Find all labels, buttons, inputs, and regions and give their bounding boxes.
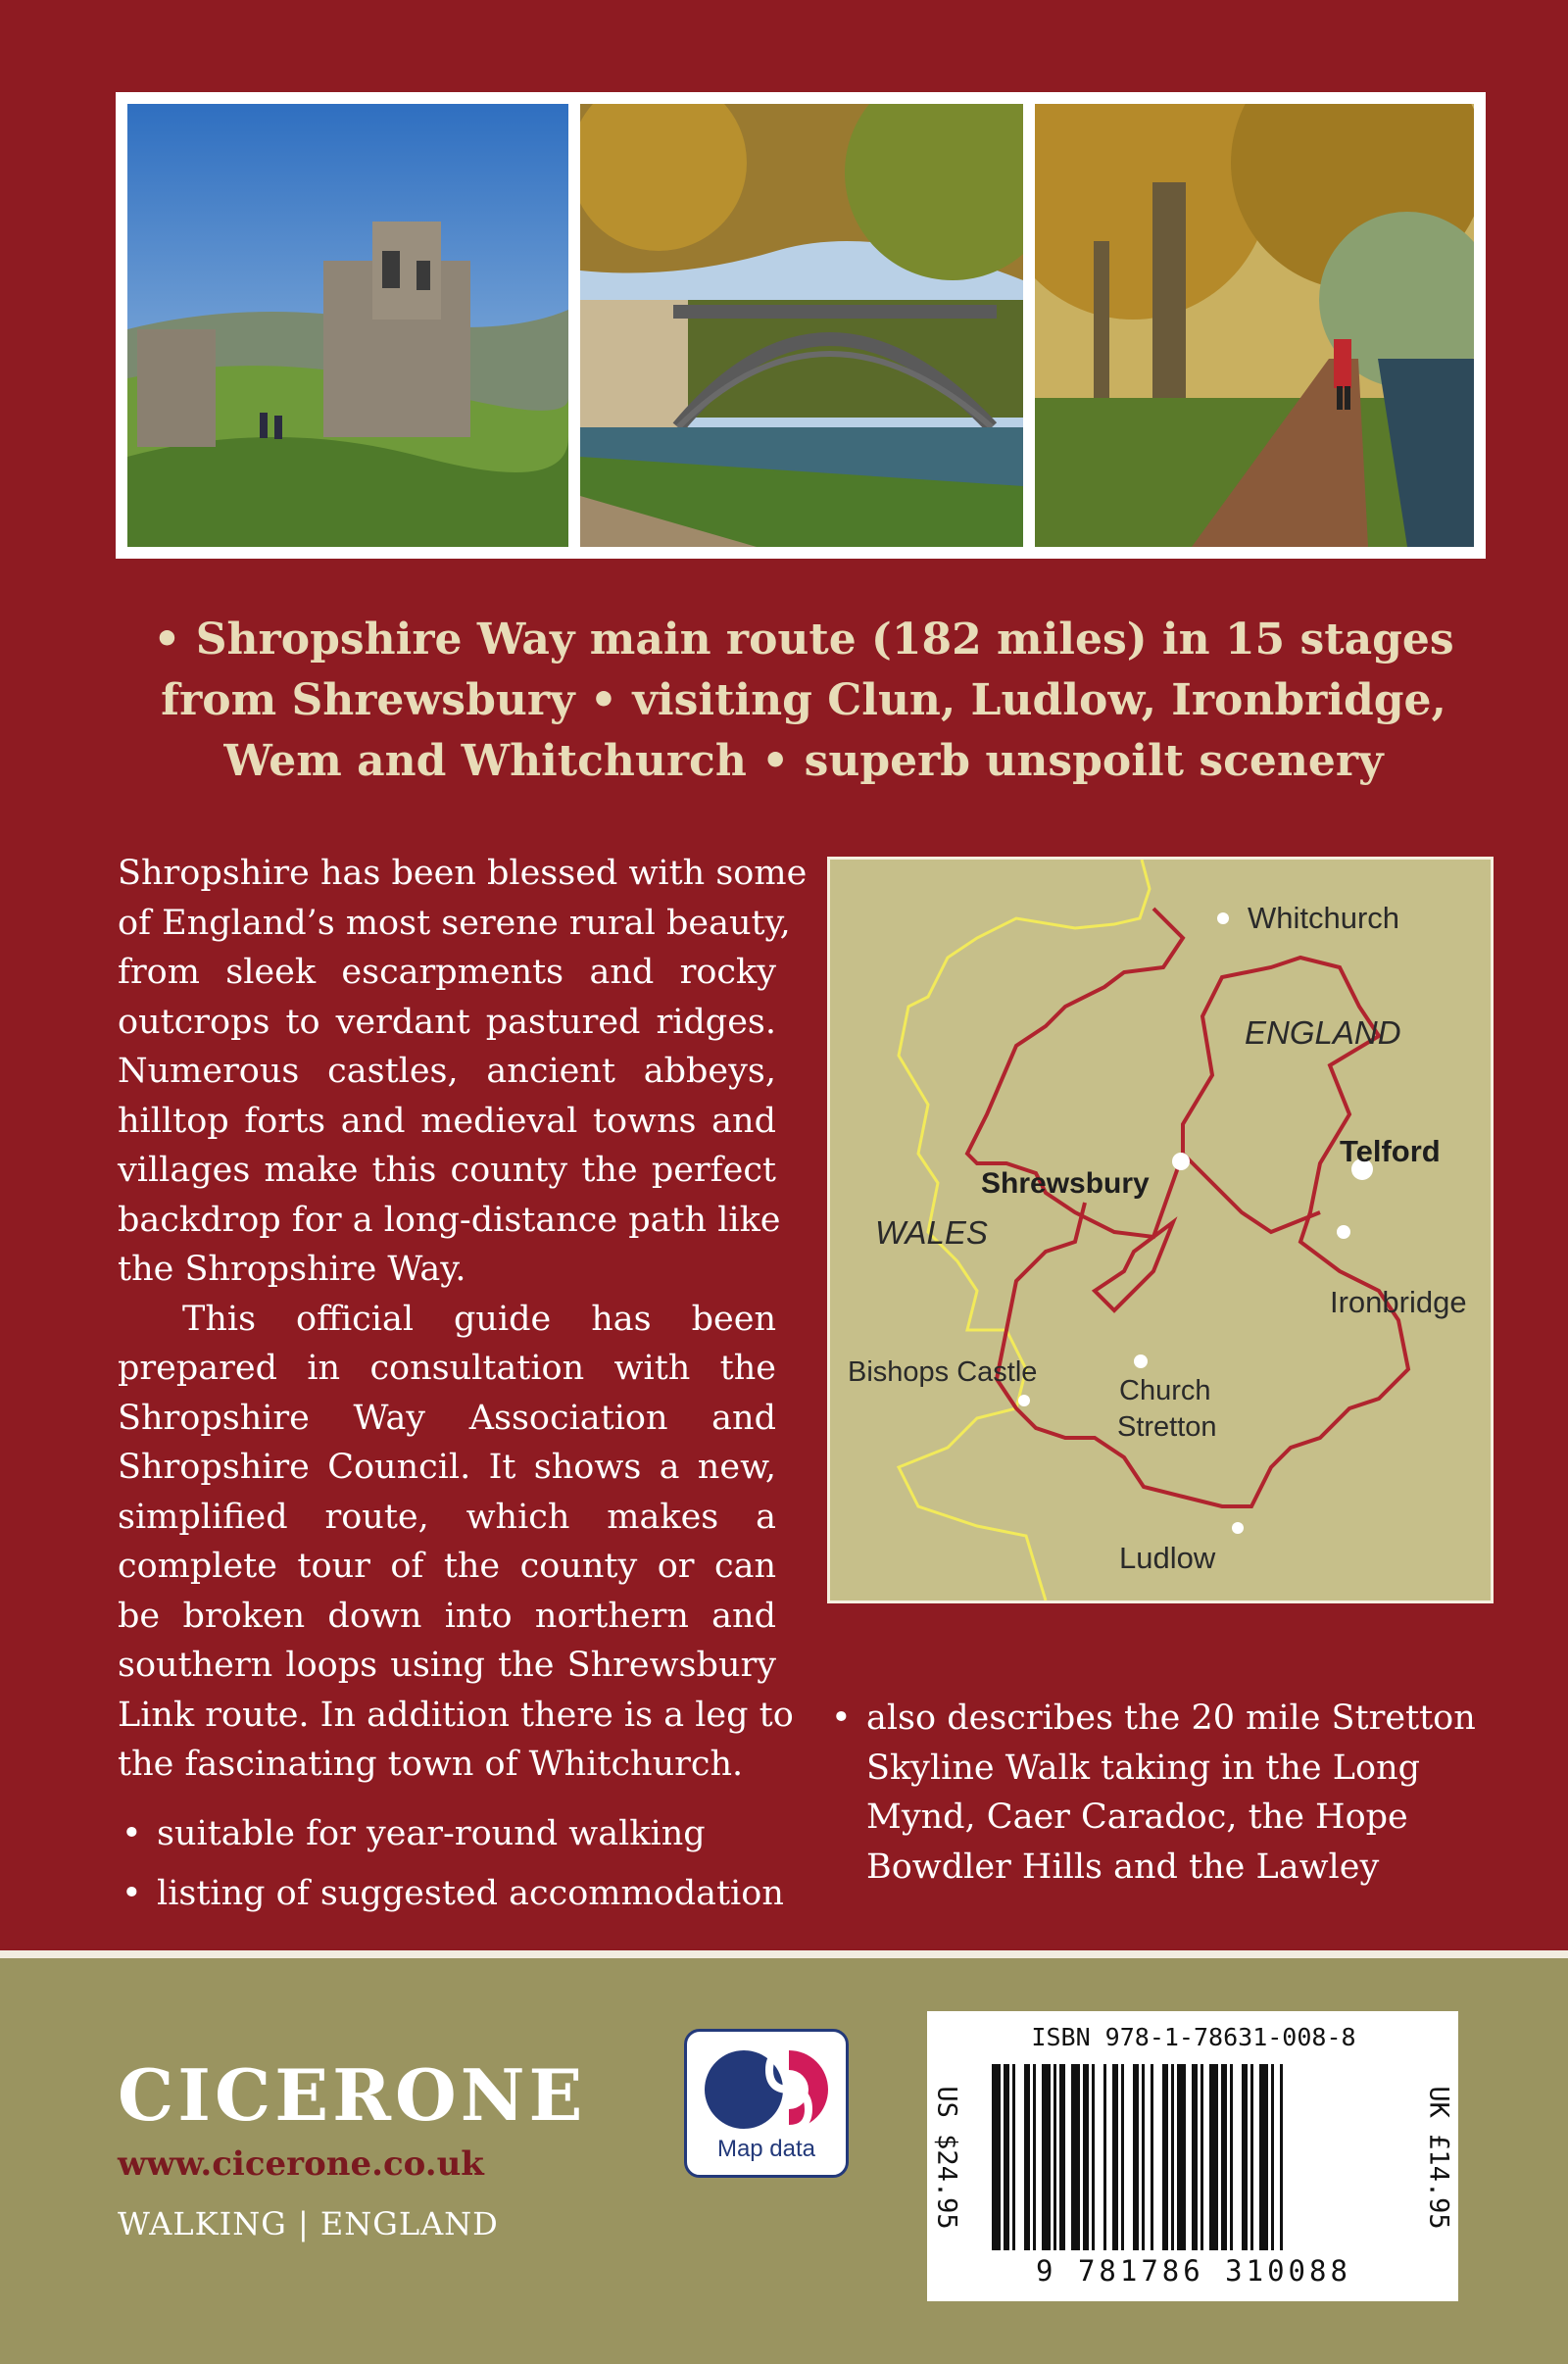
- telford-label: Telford: [1340, 1134, 1441, 1168]
- bishops-castle-label: Bishops Castle: [848, 1356, 1038, 1388]
- iron-bridge-photo: [580, 104, 1023, 547]
- route-map: [827, 857, 1494, 1603]
- barcode-bar: [1103, 2064, 1106, 2250]
- barcode-bar: [1121, 2064, 1124, 2250]
- feature-bullet-continuation: Mynd, Caer Caradoc, the Hope: [866, 1798, 1408, 1837]
- description: [118, 849, 808, 1790]
- barcode-bar: [1024, 2064, 1030, 2250]
- ludlow-label: Ludlow: [1119, 1541, 1216, 1575]
- barcode-bar: [1192, 2064, 1198, 2250]
- barcode-bar: [1142, 2064, 1145, 2250]
- os-logo-icon: [705, 2045, 828, 2134]
- description-line: Shropshire has been blessed with some: [118, 854, 808, 893]
- barcode-bar: [1012, 2064, 1015, 2250]
- description-line: Shropshire Council. It shows a new,: [118, 1448, 776, 1487]
- description-line: Shropshire Way Association and: [118, 1398, 776, 1438]
- barcode-bar: [1133, 2064, 1139, 2250]
- tagline: [118, 610, 1490, 792]
- tagline-line: from Shrewsbury • visiting Clun, Ludlow, Ironbridge,: [161, 675, 1446, 725]
- whitchurch-marker: [1217, 912, 1229, 924]
- barcode-bar: [1042, 2064, 1051, 2250]
- isbn-text: ISBN 978-1-78631-008-8: [1031, 2023, 1356, 2051]
- shrewsbury-link: [1183, 1154, 1320, 1232]
- barcode-bar: [992, 2064, 1001, 2250]
- feature-bullet-continuation: Bowdler Hills and the Lawley: [866, 1847, 1380, 1887]
- feature-list-left: [118, 1809, 784, 1918]
- ironbridge-marker: [1337, 1225, 1350, 1239]
- barcode-bar: [1071, 2064, 1080, 2250]
- description-line: southern loops using the Shrewsbury: [118, 1646, 776, 1685]
- category-label: WALKING | ENGLAND: [118, 2205, 499, 2242]
- barcode-bar: [1230, 2064, 1233, 2250]
- feature-bullet: • also describes the 20 mile Stretton: [827, 1694, 1476, 1744]
- barcode-bar: [1200, 2064, 1203, 2250]
- whitchurch-label: Whitchurch: [1248, 901, 1400, 935]
- barcode-bar: [1271, 2064, 1274, 2250]
- barcode-bar: [1221, 2064, 1227, 2250]
- church-stretton-marker: [1134, 1354, 1148, 1368]
- shrewsbury-label: Shrewsbury: [981, 1167, 1150, 1200]
- barcode-bar: [1162, 2064, 1168, 2250]
- barcode-bar: [1171, 2064, 1174, 2250]
- barcode-bar: [1259, 2064, 1268, 2250]
- feature-bullet: • suitable for year-round walking: [118, 1809, 784, 1859]
- description-line: This official guide has been: [182, 1299, 776, 1339]
- castle-ruin-photo: [127, 104, 568, 547]
- publisher-url[interactable]: www.cicerone.co.uk: [118, 2144, 484, 2184]
- barcode-bar: [1033, 2064, 1036, 2250]
- shrewsbury-marker: [1172, 1153, 1190, 1170]
- publisher-block: [118, 2053, 587, 2242]
- description-line: be broken down into northern and: [118, 1596, 776, 1636]
- description-line: prepared in consultation with the: [118, 1349, 776, 1388]
- barcode-bar: [1054, 2064, 1056, 2250]
- barcode-bar: [1059, 2064, 1065, 2250]
- cicerone-logo: CICERONE: [118, 2053, 587, 2137]
- barcode-bar: [1083, 2064, 1089, 2250]
- bishops-castle-marker: [1018, 1395, 1030, 1406]
- feature-bullet-continuation: Skyline Walk taking in the Long: [866, 1748, 1421, 1788]
- church-label: Church: [1119, 1375, 1211, 1406]
- barcode-box: [927, 2011, 1458, 2301]
- barcode-bar: [1209, 2064, 1218, 2250]
- band-divider: [0, 1950, 1568, 1958]
- description-line: hilltop forts and medieval towns and: [118, 1101, 776, 1141]
- barcode-bar: [1092, 2064, 1095, 2250]
- os-badge-label: Map data: [716, 2136, 816, 2162]
- barcode-bar: [1112, 2064, 1118, 2250]
- description-line: backdrop for a long-distance path like: [118, 1200, 781, 1240]
- description-line: villages make this county the perfect: [118, 1151, 776, 1190]
- wales-label: WALES: [875, 1214, 988, 1251]
- description-line: outcrops to verdant pastured ridges.: [118, 1002, 776, 1042]
- ludlow-marker: [1232, 1522, 1244, 1534]
- tagline-line: • Shropshire Way main route (182 miles) in 15 stages: [153, 615, 1454, 665]
- barcode-bar: [1004, 2064, 1009, 2250]
- price-uk: UK £14.95: [1423, 2086, 1454, 2230]
- description-line: Numerous castles, ancient abbeys,: [118, 1052, 776, 1091]
- stretton-label: Stretton: [1117, 1411, 1217, 1443]
- barcode-bar: [1177, 2064, 1186, 2250]
- os-map-data-badge: [684, 2029, 849, 2178]
- description-line: Link route. In addition there is a leg to: [118, 1695, 794, 1735]
- description-line: of England’s most serene rural beauty,: [118, 903, 791, 943]
- tagline-line: Wem and Whitchurch • superb unspoilt scenery: [223, 736, 1384, 786]
- barcode-bar: [1242, 2064, 1248, 2250]
- description-line: the Shropshire Way.: [118, 1250, 466, 1289]
- feature-bullet: • listing of suggested accommodation: [118, 1869, 784, 1919]
- feature-list-right: [827, 1694, 1476, 1892]
- ironbridge-label: Ironbridge: [1330, 1285, 1467, 1319]
- photo-strip: [116, 92, 1486, 559]
- barcode-bar: [1250, 2064, 1253, 2250]
- price-us: US $24.95: [931, 2086, 962, 2230]
- barcode-bars: [988, 2064, 1399, 2250]
- england-label: ENGLAND: [1245, 1014, 1401, 1051]
- barcode-bar: [1151, 2064, 1153, 2250]
- barcode-number: 9 781786 310088: [1036, 2254, 1351, 2288]
- description-line: complete tour of the county or can: [118, 1547, 776, 1586]
- canal-towpath-photo: [1035, 104, 1474, 547]
- description-line: simplified route, which makes a: [118, 1497, 776, 1537]
- barcode-bar: [1280, 2064, 1283, 2250]
- description-line: the fascinating town of Whitchurch.: [118, 1745, 744, 1784]
- description-line: from sleek escarpments and rocky: [118, 953, 776, 992]
